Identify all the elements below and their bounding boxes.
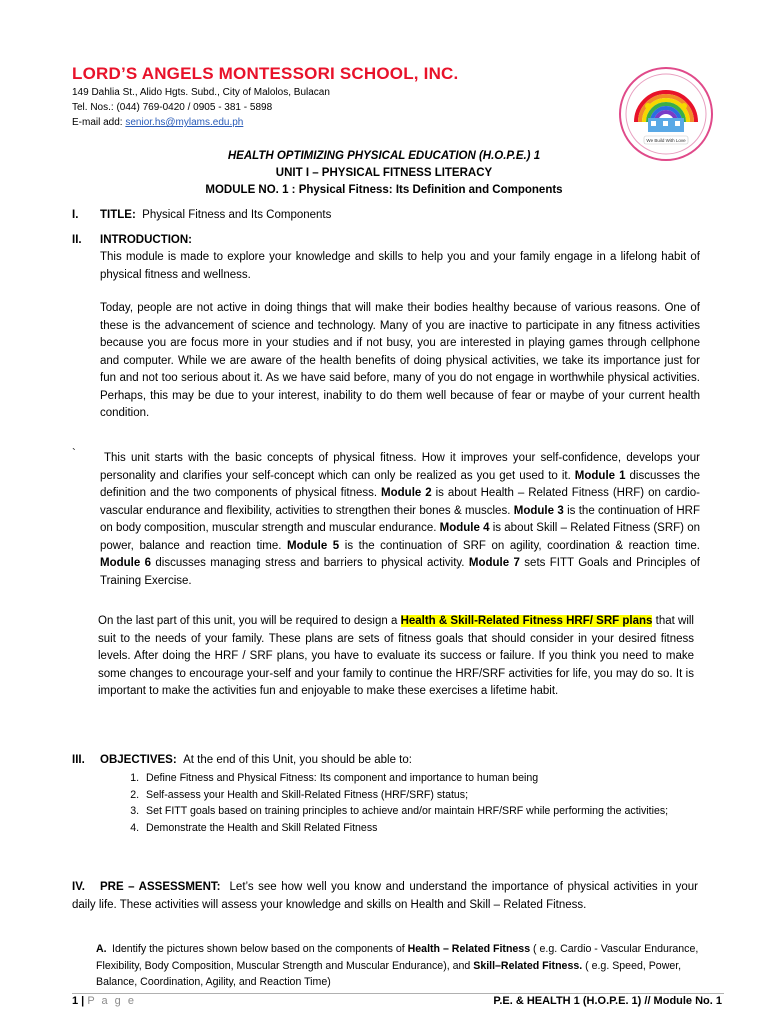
- module-ref: Module 1: [574, 469, 626, 482]
- text-run: is the continuation of HRF on body composition, muscular strength and muscular endurance.: [100, 504, 700, 534]
- module-ref: Module 2: [381, 487, 432, 499]
- section-preassessment: [72, 879, 698, 914]
- intro-paragraph-2: Today, people are not active in doing things that will make their bodies healthy because of various reasons. One of these is the advancement of science and technology. Many of you are inactive to participate in any fitness activities because you are focus more in your studies and if not busy, you are interested in playing games through cellphone and computer. While we are aware of the health benefits of doing physical activities, we take its importance just for fun and not too serious about it. As we have said before, many of you do not engage in worthwhile physical activities. Perhaps, this may be due to your interest, inability to do them well because of fear or maybe of your current health condition.: [100, 302, 700, 419]
- item-label: A.: [96, 943, 107, 955]
- footer-course-label: P.E. & HEALTH 1 (H.O.P.E. 1) // Module No. 1: [493, 995, 722, 1007]
- footer-divider: [72, 993, 724, 994]
- section-label: OBJECTIVES:: [100, 754, 177, 766]
- page-number-value: 1 |: [72, 995, 88, 1007]
- email-link[interactable]: senior.hs@mylams.edu.ph: [125, 117, 244, 128]
- course-title: HEALTH OPTIMIZING PHYSICAL EDUCATION (H.O.P.E.) 1: [227, 150, 541, 162]
- module-ref: Module 7: [468, 557, 520, 569]
- school-email-line: [72, 116, 243, 129]
- page-number: [72, 995, 136, 1007]
- text-run: ( e.g. Speed, Power, Balance, Coordination, Agility, and Reaction Time): [96, 959, 682, 988]
- text-run: Identify the pictures shown below based on the components of: [112, 943, 408, 955]
- section-title: [72, 207, 331, 224]
- section-label: TITLE:: [100, 209, 136, 221]
- objective-item: 3. Set FITT goals based on training principles to achieve and/or maintain HRF/SRF while performing the activities;: [142, 803, 748, 820]
- text-run: is about Skill – Related Fitness (SRF) on power, balance and reaction time.: [100, 522, 701, 552]
- text-run: ( e.g. Cardio - Vascular Endurance, Flexibility, Body Composition, Muscular Strength and Muscular Endurance), and: [96, 943, 699, 972]
- page-word: P a g e: [87, 995, 136, 1007]
- section-text: Let’s see how well you know and understand the importance of physical activities in your daily life. These activities will assess your knowledge and skills on Health and Skill – Related Fitness.: [72, 881, 698, 911]
- module-ref: Module 5: [287, 539, 340, 552]
- objective-item: 1. Define Fitness and Physical Fitness: Its component and importance to human being: [142, 770, 748, 787]
- bold-term: Health – Related Fitness: [407, 943, 531, 955]
- logo-motto: We Build With Love: [646, 138, 686, 143]
- module-ref: Module 4: [439, 522, 490, 534]
- intro-paragraph-4: [98, 613, 694, 701]
- section-number: II.: [72, 234, 82, 246]
- module-number: MODULE NO. 1 :: [205, 184, 299, 196]
- text-run: On the last part of this unit, you will be required to design a: [98, 615, 401, 627]
- section-introduction: [72, 232, 192, 249]
- section-number: IV.: [72, 881, 86, 893]
- school-logo: [618, 66, 714, 162]
- section-label: INTRODUCTION:: [100, 234, 192, 246]
- text-run: is the continuation of SRF on agility, coordination & reaction time.: [339, 539, 700, 552]
- section-objectives: [72, 752, 412, 769]
- text-run: that will suit to the needs of your family. These plans are sets of fitness goals that should consider in your desired fitness levels. After doing the HRF / SRF plans, you have to evaluate its success or failure. If you think you need to make some changes to encourage your-self and your family to continue the HRF/SRF activities for life, you may do so. It is important to make the activities fun and enjoyable to make these exercises a lifetime habit.: [98, 615, 694, 697]
- objective-item: 4. Demonstrate the Health and Skill Related Fitness: [142, 820, 748, 837]
- section-number: III.: [72, 754, 85, 766]
- intro-paragraph-1: This module is made to explore your knowledge and skills to help you and your family engage in a lifelong habit of physical fitness and wellness.: [100, 251, 700, 281]
- module-topic: Physical Fitness: Its Definition and Components: [298, 184, 563, 196]
- section-text: Physical Fitness and Its Components: [142, 209, 332, 221]
- text-run: is about Health – Related Fitness (HRF) on cardio-vascular endurance and flexibility, activities to strengthen their bones & muscles.: [100, 487, 700, 517]
- text-run: This unit starts with the basic concepts of physical fitness. How it improves your self-confidence, develops your personality and clarifies your self-concept which can only be realized as you get used to it.: [100, 452, 700, 482]
- text-run: sets FITT Goals and Principles of Training Exercise.: [100, 557, 701, 587]
- school-address: 149 Dahlia St., Alido Hgts. Subd., City of Malolos, Bulacan: [72, 87, 330, 98]
- email-label: E-mail add:: [72, 117, 126, 128]
- section-label: PRE – ASSESSMENT:: [100, 881, 221, 893]
- objective-item: 2. Self-assess your Health and Skill-Related Fitness (HRF/SRF) status;: [142, 787, 748, 804]
- objectives-list: [118, 770, 748, 836]
- stray-mark: `: [72, 448, 76, 460]
- text-run: discusses managing stress and barriers to physical activity.: [151, 557, 469, 569]
- bold-term: Skill–Related Fitness.: [473, 959, 583, 972]
- school-name: LORD’S ANGELS MONTESSORI SCHOOL, INC.: [72, 64, 459, 83]
- section-text: At the end of this Unit, you should be able to:: [183, 754, 412, 766]
- module-ref: Module 6: [100, 557, 152, 569]
- module-ref: Module 3: [513, 504, 564, 517]
- preassessment-item-a: [96, 941, 706, 991]
- section-number: I.: [72, 209, 79, 221]
- unit-title: UNIT I – PHYSICAL FITNESS LITERACY: [275, 167, 493, 179]
- school-telephone: Tel. Nos.: (044) 769-0420 / 0905 - 381 - 5898: [72, 102, 273, 113]
- highlighted-text: Health & Skill-Related Fitness HRF/ SRF plans: [400, 615, 653, 627]
- module-title: [0, 184, 768, 196]
- text-run: discusses the definition and the two components of physical fitness.: [100, 469, 700, 499]
- intro-paragraph-3: [100, 450, 700, 590]
